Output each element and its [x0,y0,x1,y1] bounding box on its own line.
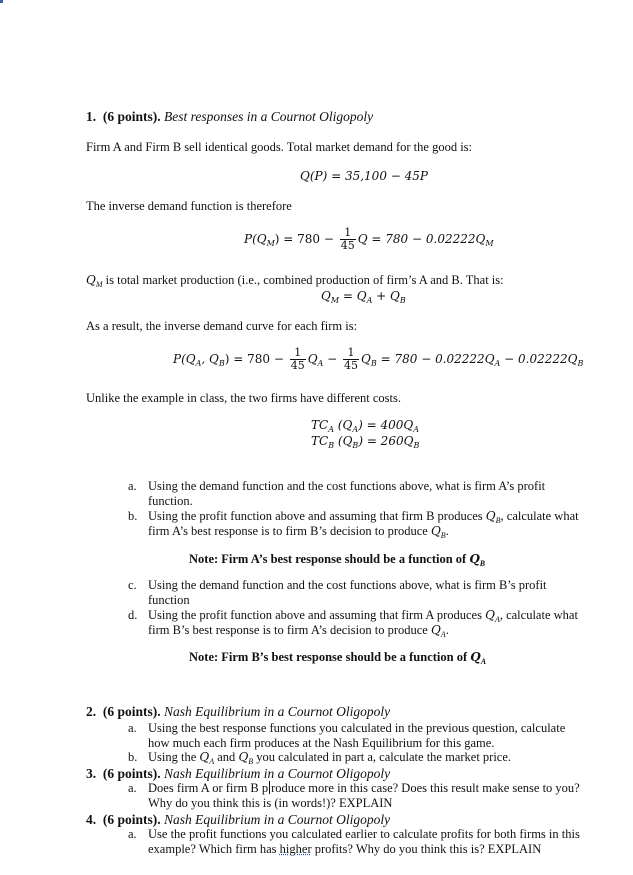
fraction-a: $\frac{1}{45}$ [290,346,305,372]
q3-points: (6 points). [102,766,161,781]
tcb-rhs: = 260Q [366,434,414,448]
note-a: Note: Firm A’s best response should be a function of $Q_B$ [189,552,486,568]
q4a-label: a. [128,827,137,841]
note-b-text: Note: Firm B’s best response should be a function of [189,650,468,664]
q1d-line-1: Using the profit function above and assuming that firm A produces $Q_A$, calculate what [148,608,578,624]
q2b-label: b. [128,750,138,764]
q1b-text-1-end: , calculate what [500,509,579,523]
q1b-line-2: firm A’s best response is to firm B’s decision to produce $Q_B$. [148,524,449,540]
corner-marker [0,0,3,3]
qm-eq-plus: + Q [372,289,400,303]
tca-symbol: TC [311,418,329,432]
spellcheck-underlined-word[interactable]: higher [279,842,312,856]
q4a-text-2b: profits? Why do you think this is? EXPLAIN [314,842,542,856]
demand-equation: Q(P) = 35,100 − 45P [300,169,428,183]
q1b-label: b. [128,509,138,523]
q3-title: Nash Equilibrium in a Cournot Oligopoly [164,766,391,781]
q2a-text-1: Using the best response functions you calculated in the previous question, calculate [148,721,566,735]
q2b-text-and: and [217,750,236,764]
q3a-text-1b: roduce more in this case? Does this result make sense to you? [271,781,580,795]
q3a-line-1 [148,781,580,796]
q1-intro: Firm A and Firm B sell identical goods. Total market demand for the good is: [86,140,472,154]
inverse-rhs: Q = 780 − 0.02222Q [357,232,486,246]
q4a-text-1: Use the profit functions you calculated earlier to calculate profits for both firms in this [148,827,580,841]
q1c-label: c. [128,578,137,592]
q3-heading [86,766,390,782]
firm-demand-equation: $P(Q_A$, $Q_B) = 780$ − $\frac{1}{45}$ $Q_A$ − $\frac{1}{45}$ $Q_B = 780 - 0.02222Q_A - 0.02222Q_B$ [173,346,584,372]
q4a-text-2a: example? Which firm has [148,842,277,856]
inverse-rhs-sub: M [485,239,494,248]
q3-number: 3. [86,766,97,781]
inverse-lhs-sub: M [266,239,275,248]
note-a-text: Note: Firm A’s best response should be a function of [189,552,467,566]
q1c-text-1: Using the demand function and the cost functions above, what is firm B’s profit [148,578,547,592]
q2-points: (6 points). [102,704,161,719]
fraction [340,227,356,252]
q1a-text-1: Using the demand function and the cost functions above, what is firm A’s profit [148,479,546,493]
q1b-line-1: Using the profit function above and assuming that firm B produces $Q_B$, calculate what [148,509,579,525]
q1d-text-2: firm B’s best response is to firm A’s decision to produce [148,623,428,637]
q1-number: 1. [86,109,97,124]
qm-symbol: Q [86,273,96,287]
qm-eq-q: Q [321,289,331,303]
qm-definition-text: is total market production (i.e., combined production of firm’s A and B. That is: [105,273,504,287]
q1-title: Best responses in a Cournot Oligopoly [164,109,374,124]
q4-number: 4. [86,812,97,827]
q2-title: Nash Equilibrium in a Cournot Oligopoly [164,704,391,719]
fraction-b: $\frac{1}{45}$ [344,346,359,372]
qm-eq-sub-m: M [330,296,340,305]
inverse-lhs: P(Q [244,232,267,246]
q1b-text-2: firm A’s best response is to firm B’s decision to produce [148,524,428,538]
fraction-denominator: 45 [340,239,355,252]
costs-intro: Unlike the example in class, the two firms have different costs. [86,391,401,405]
q4-title: Nash Equilibrium in a Cournot Oligopoly [164,812,391,827]
q1a-text-2: function. [148,494,193,508]
q1d-text-1: Using the profit function above and assuming that firm A produces [148,608,482,622]
q2b-text-pre: Using the [148,750,197,764]
inverse-demand-equation [244,227,494,252]
q4-points: (6 points). [102,812,161,827]
fraction-numerator: 1 [340,227,356,240]
firm-demand-minus: − 0.02222Q [500,352,578,366]
firm-demand-lhs: P(Q [173,352,196,366]
q3a-text-2: Why do you think this is (in words!)? EXPLAIN [148,796,393,810]
q2-heading [86,704,390,720]
result-text: As a result, the inverse demand curve for each firm is: [86,319,358,333]
inverse-mid: ) = 780 − [274,232,334,246]
text-cursor [269,781,270,794]
q1d-line-2: firm B’s best response is to firm A’s decision to produce $Q_A$. [148,623,449,639]
qm-definition [86,273,504,289]
q1-points: (6 points). [102,109,161,124]
q4-heading [86,812,390,828]
q2b-line: Using the $Q_A$ and $Q_B$ you calculated in part a, calculate the market price. [148,750,512,766]
tcb-equation: $TC_B$ $(Q_B) = 260Q_B$ [311,434,420,450]
q2b-text-post: you calculated in part a, calculate the market price. [256,750,512,764]
qm-symbol-sub: M [95,280,103,289]
tca-equation: $TC_A$ $(Q_A) = 400Q_A$ [311,418,419,434]
q1-heading [86,109,373,125]
q1c-text-2: function [148,593,190,607]
qm-eq-sub-a: A [366,296,373,305]
q2-number: 2. [86,704,97,719]
note-b: Note: Firm B’s best response should be a function of $Q_A$ [189,650,487,666]
q2a-label: a. [128,721,137,735]
tca-rhs: = 400Q [366,418,414,432]
q1a-label: a. [128,479,137,493]
qm-eq-sub-b: B [399,296,406,305]
inverse-intro: The inverse demand function is therefore [86,199,292,213]
q1d-label: d. [128,608,138,622]
q3a-label: a. [128,781,137,795]
q1b-text-1: Using the profit function above and assuming that firm B produces [148,509,483,523]
q2a-text-2: how much each firm produces at the Nash Equilibrium for this game. [148,736,495,750]
firm-demand-rhs: = 780 − 0.02222Q [380,352,495,366]
q4a-line-2 [148,842,541,857]
q1d-text-1-end: , calculate what [499,608,578,622]
q3a-text-1a: Does firm A or firm B p [148,781,269,795]
qm-eq-mid: = Q [339,289,367,303]
qm-equation [321,289,406,305]
